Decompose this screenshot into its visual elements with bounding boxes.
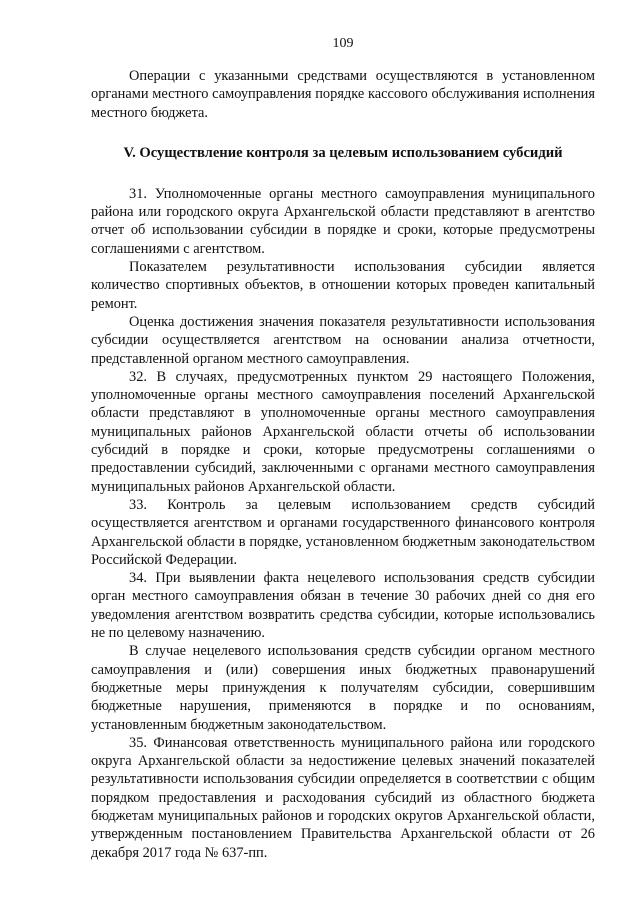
- paragraph-31-evaluation: Оценка достижения значения показателя результативности использования субсидии осуществляется агентством на основании анализа отчетности, представленной органом местного самоуправления.: [91, 313, 595, 367]
- page-number: 109: [332, 36, 354, 51]
- paragraph-34-violations: В случае нецелевого использования средств субсидии органом местного самоуправления и (или) совершения иных бюджетных правонарушений бюджетные меры принуждения к получателям субсидии, совершившим бюджетные нарушения, применяются в порядке и по основаниям, установленным бюджетным законодательством.: [91, 643, 595, 733]
- section-heading: V. Осуществление контроля за целевым использованием субсидий: [123, 144, 563, 161]
- intro-paragraph: Операции с указанными средствами осуществляются в установленном органами местного самоуправления порядке кассового обслуживания исполнения местного бюджета.: [91, 68, 595, 121]
- paragraph-32: 32. В случаях, предусмотренных пунктом 29 настоящего Положения, уполномоченные органы местного самоуправления поселений Архангельской области представляют в уполномоченные органы местного самоуправления муниципальных районов Архангельской области отчеты об использовании субсидий в порядке и сроки, которые предусмотрены соглашениями о предоставлении субсидий, заключенными с органами местного самоуправления муниципальных районов Архангельской области.: [91, 368, 595, 495]
- paragraph-31-indicator: Показателем результативности использования субсидии является количество спортивных объектов, в отношении которых проведен капитальный ремонт.: [91, 259, 595, 312]
- paragraph-33: 33. Контроль за целевым использованием средств субсидий осуществляется агентством и органами государственного финансового контроля Архангельской области в порядке, установленном бюджетным законодательством Российской Федерации.: [91, 496, 595, 568]
- paragraph-35: 35. Финансовая ответственность муниципального района или городского округа Архангельской области за недостижение целевых значений показателей результативности использования субсидии определяется в соответствии с общим порядком предоставления и расходования субсидий из областного бюджета бюджетам муниципальных районов и городских округов Архангельской области, утвержденным постановлением Правительства Архангельской области от 26 декабря 2017 года № 637-пп.: [91, 734, 595, 861]
- paragraph-34: 34. При выявлении факта нецелевого использования средств субсидии орган местного самоуправления обязан в течение 30 рабочих дней со дня его уведомления агентством возвратить средства субсидии, которые использовались не по целевому назначению.: [91, 570, 595, 642]
- paragraph-31: 31. Уполномоченные органы местного самоуправления муниципального района или городского округа Архангельской области представляют в агентство отчет об использовании субсидии в порядке и сроки, которые предусмотрены соглашениями с агентством.: [91, 185, 595, 257]
